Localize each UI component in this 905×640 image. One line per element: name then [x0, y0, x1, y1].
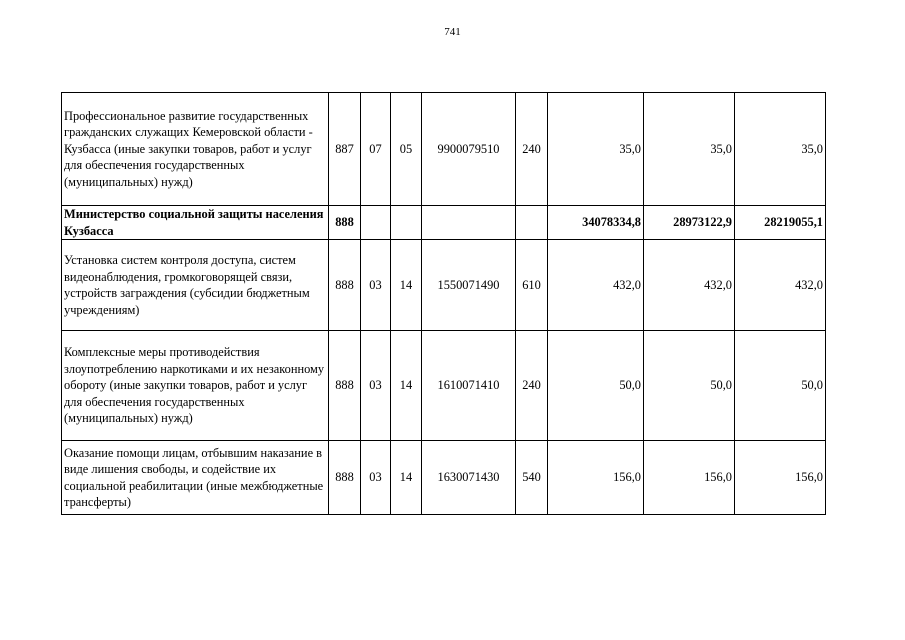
section-code-cell: 03 — [361, 240, 391, 331]
ministry-code-cell: 888 — [329, 240, 361, 331]
subsection-code-cell: 14 — [391, 441, 422, 515]
ministry-code-cell: 888 — [329, 441, 361, 515]
article-code-cell — [422, 206, 516, 240]
expense-type-cell: 610 — [516, 240, 548, 331]
year3-amount-cell: 156,0 — [735, 441, 826, 515]
row-name-cell: Установка систем контроля доступа, систем видеонаблюдения, громкоговорящей связи, устройств заграждения (субсидии бюджетным учреждениям) — [62, 240, 329, 331]
budget-table — [61, 92, 826, 515]
row-name-cell: Оказание помощи лицам, отбывшим наказание в виде лишения свободы, и содействие их социальной реабилитации (иные межбюджетные трансферты) — [62, 441, 329, 515]
subsection-code-cell: 14 — [391, 240, 422, 331]
table-row — [62, 240, 826, 331]
year3-amount-cell: 28219055,1 — [735, 206, 826, 240]
year2-amount-cell: 28973122,9 — [644, 206, 735, 240]
subsection-code-cell — [391, 206, 422, 240]
ministry-code-cell: 887 — [329, 93, 361, 206]
year2-amount-cell: 35,0 — [644, 93, 735, 206]
year3-amount-cell: 35,0 — [735, 93, 826, 206]
article-code-cell: 1550071490 — [422, 240, 516, 331]
subsection-code-cell: 05 — [391, 93, 422, 206]
year1-amount-cell: 34078334,8 — [548, 206, 644, 240]
year1-amount-cell: 35,0 — [548, 93, 644, 206]
expense-type-cell: 540 — [516, 441, 548, 515]
ministry-code-cell: 888 — [329, 206, 361, 240]
year2-amount-cell: 50,0 — [644, 331, 735, 441]
year3-amount-cell: 432,0 — [735, 240, 826, 331]
expense-type-cell — [516, 206, 548, 240]
expense-type-cell: 240 — [516, 331, 548, 441]
expense-type-cell: 240 — [516, 93, 548, 206]
table-row — [62, 331, 826, 441]
year1-amount-cell: 50,0 — [548, 331, 644, 441]
table-row — [62, 441, 826, 515]
year1-amount-cell: 432,0 — [548, 240, 644, 331]
year2-amount-cell: 156,0 — [644, 441, 735, 515]
section-code-cell: 07 — [361, 93, 391, 206]
year1-amount-cell: 156,0 — [548, 441, 644, 515]
row-name-cell: Министерство социальной защиты населения Кузбасса — [62, 206, 329, 240]
year3-amount-cell: 50,0 — [735, 331, 826, 441]
row-name-cell: Комплексные меры противодействия злоупотреблению наркотиками и их незаконному обороту (иные закупки товаров, работ и услуг для обеспечения государственных (муниципальных) нужд) — [62, 331, 329, 441]
subsection-code-cell: 14 — [391, 331, 422, 441]
table-row — [62, 93, 826, 206]
article-code-cell: 1610071410 — [422, 331, 516, 441]
section-code-cell: 03 — [361, 441, 391, 515]
year2-amount-cell: 432,0 — [644, 240, 735, 331]
section-code-cell — [361, 206, 391, 240]
page-number: 741 — [444, 26, 461, 38]
article-code-cell: 9900079510 — [422, 93, 516, 206]
ministry-code-cell: 888 — [329, 331, 361, 441]
row-name-cell: Профессиональное развитие государственных гражданских служащих Кемеровской области - Кузбасса (иные закупки товаров, работ и услуг для обеспечения государственных (муниципальных) нужд) — [62, 93, 329, 206]
article-code-cell: 1630071430 — [422, 441, 516, 515]
section-code-cell: 03 — [361, 331, 391, 441]
table-row — [62, 206, 826, 240]
